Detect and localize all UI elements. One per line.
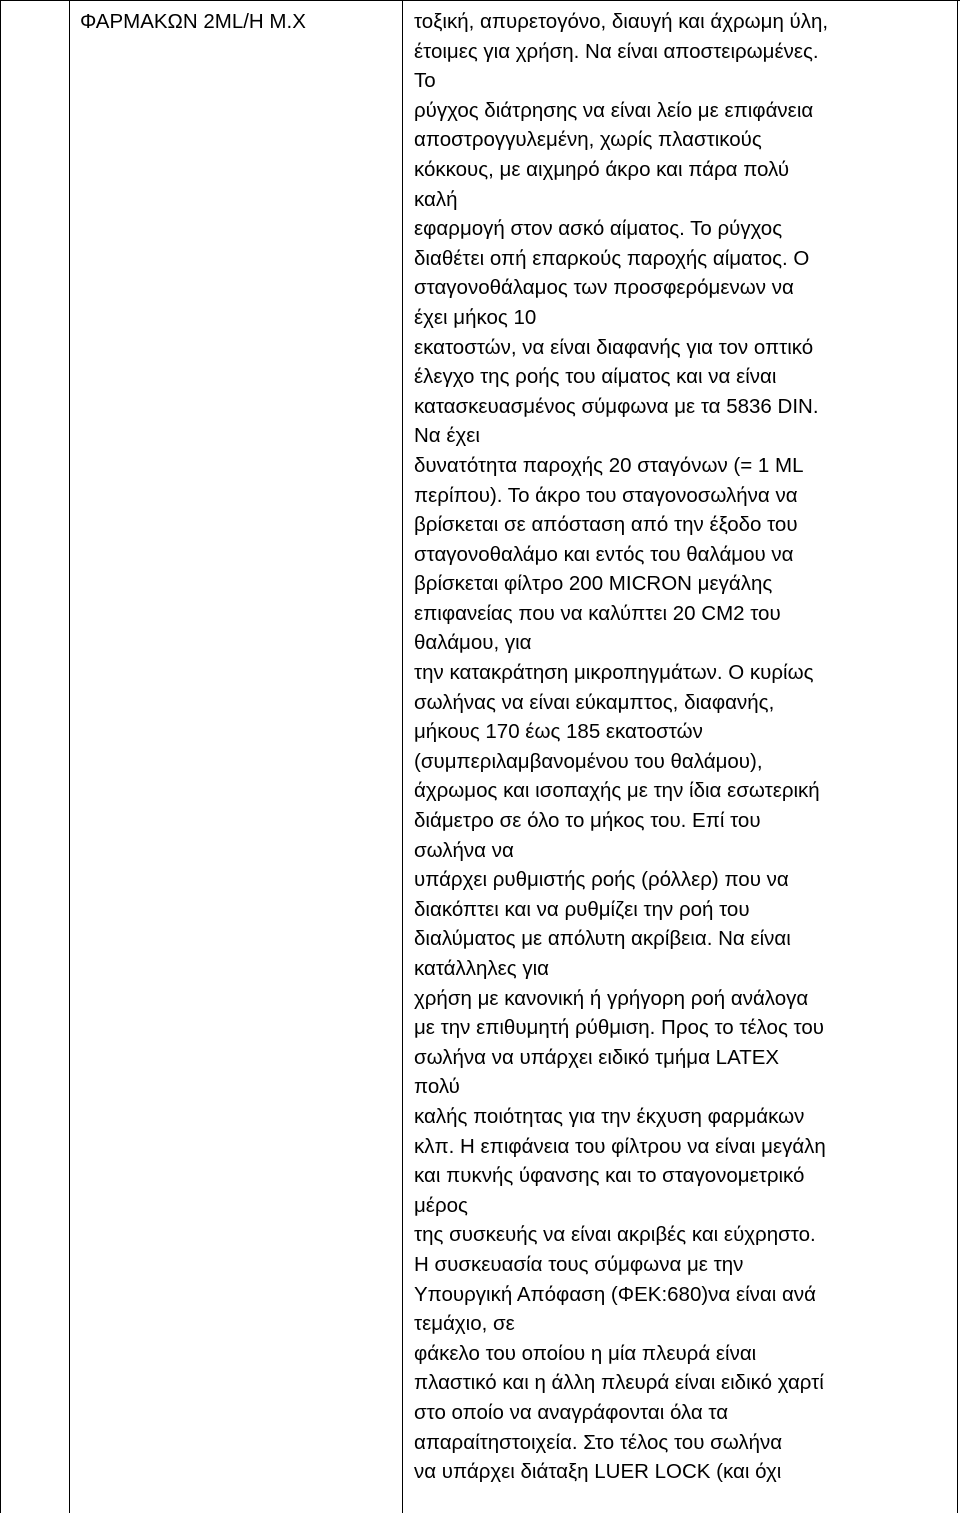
- spec-text-line: μέρος: [414, 1193, 468, 1217]
- spec-text-line: σωλήνας να είναι εύκαμπτος, διαφανής,: [414, 690, 775, 714]
- spec-text-line: δυνατότητα παροχής 20 σταγόνων (= 1 ML: [414, 453, 804, 477]
- spec-text-line: κλπ. Η επιφάνεια του φίλτρου να είναι μεγάλη: [414, 1134, 826, 1158]
- spec-text-line: τεμάχιο, σε: [414, 1312, 515, 1336]
- spec-text-line: άχρωμος και ισοπαχής με την ίδια εσωτερική: [414, 779, 820, 803]
- specification-cell: [414, 7, 954, 1487]
- spec-text-line: κατάλληλες για: [414, 957, 550, 980]
- spec-text-line: καλή: [414, 187, 458, 211]
- spec-text-line: έχει μήκος 10: [414, 305, 537, 329]
- spec-text-line: έτοιμες για χρήση. Να είναι αποστειρωμένες.: [414, 39, 819, 63]
- table-divider-1: [69, 1, 70, 1513]
- spec-text-line: σταγονοθάλαμος των προσφερόμενων να: [414, 276, 794, 300]
- spec-text-line: αποστρογγυλεμένη, χωρίς πλαστικούς: [414, 128, 762, 152]
- table-divider-2: [402, 1, 403, 1513]
- spec-text-line: χρήση με κανονική ή γρήγορη ροή ανάλογα: [414, 986, 809, 1010]
- spec-text-line: βρίσκεται σε απόσταση από την έξοδο του: [414, 513, 798, 537]
- spec-text-line: εκατοστών, να είναι διαφανής για τον οπτικό: [414, 335, 814, 359]
- table-border-left: [0, 1, 1, 1513]
- spec-text-line: επιφανείας που να καλύπτει 20 CM2 του: [414, 601, 781, 625]
- spec-text-line: εφαρμογή στον ασκό αίματος. Το ρύγχος: [414, 217, 783, 241]
- spec-text-line: την κατακράτηση μικροπηγμάτων. Ο κυρίως: [414, 661, 814, 685]
- spec-text-line: σταγονοθαλάμο και εντός του θαλάμου να: [414, 542, 794, 566]
- spec-text-line: Να έχει: [414, 424, 480, 448]
- spec-text-line: διαλύματος με απόλυτη ακρίβεια. Να είναι: [414, 927, 791, 951]
- product-name-cell: ΦΑΡΜΑΚΩΝ 2ML/H Μ.Χ: [80, 10, 306, 33]
- spec-text-line: διαθέτει οπή επαρκούς παροχής αίματος. Ο: [414, 246, 810, 270]
- spec-text-line: έλεγχο της ροής του αίματος και να είναι: [414, 365, 777, 389]
- spec-text-line: μήκους 170 έως 185 εκατοστών: [414, 720, 703, 744]
- spec-text-line: πολύ: [414, 1075, 460, 1099]
- spec-text-line: πλαστικό και η άλλη πλευρά είναι ειδικό χαρτί: [414, 1371, 824, 1395]
- table-border-right: [957, 1, 958, 1513]
- spec-text-line: τοξική, απυρετογόνο, διαυγή και άχρωμη ύλη,: [414, 10, 829, 33]
- spec-text-line: κόκκους, με αιχμηρό άκρο και πάρα πολύ: [414, 157, 790, 181]
- spec-text-line: βρίσκεται φίλτρο 200 MICRON μεγάλης: [414, 572, 773, 596]
- spec-text-line: σωλήνα να υπάρχει ειδικό τμήμα LATEX: [414, 1045, 780, 1069]
- spec-text-line: με την επιθυμητή ρύθμιση. Προς το τέλος του: [414, 1016, 824, 1040]
- spec-text-line: απαραίτηστοιχεία. Στο τέλος του σωλήνα: [414, 1430, 783, 1454]
- spec-text-line: διακόπτει και να ρυθμίζει την ροή του: [414, 897, 750, 921]
- spec-text-line: στο οποίο να αναγράφονται όλα τα: [414, 1400, 729, 1424]
- spec-text-line: διάμετρο σε όλο το μήκος του. Επί του: [414, 809, 761, 833]
- spec-text-line: Το: [414, 69, 436, 93]
- spec-text-line: κατασκευασμένος σύμφωνα με τα 5836 DIN.: [414, 394, 819, 418]
- spec-text-line: να υπάρχει διάταξη LUER LOCK (και όχι: [414, 1460, 782, 1484]
- spec-text-line: θαλάμου, για: [414, 631, 532, 655]
- spec-text-line: σωλήνα να: [414, 838, 514, 862]
- spec-text-line: (συμπεριλαμβανομένου του θαλάμου),: [414, 749, 763, 773]
- spec-text-line: φάκελο του οποίου η μία πλευρά είναι: [414, 1341, 757, 1365]
- spec-text-line: Η συσκευασία τους σύμφωνα με την: [414, 1252, 744, 1276]
- spec-text-line: περίπου). Το άκρο του σταγονοσωλήνα να: [414, 483, 798, 507]
- spec-text-line: υπάρχει ρυθμιστής ροής (ρόλλερ) που να: [414, 868, 789, 892]
- spec-text-line: καλής ποιότητας για την έκχυση φαρμάκων: [414, 1104, 805, 1128]
- spec-text-line: ρύγχος διάτρησης να είναι λείο με επιφάνεια: [414, 98, 814, 122]
- spec-text-line: της συσκευής να είναι ακριβές και εύχρηστο.: [414, 1223, 816, 1247]
- spec-text-line: Υπουργική Απόφαση (ΦΕΚ:680)να είναι ανά: [414, 1282, 816, 1306]
- spec-text-line: και πυκνής ύφανσης και το σταγονομετρικό: [414, 1164, 805, 1188]
